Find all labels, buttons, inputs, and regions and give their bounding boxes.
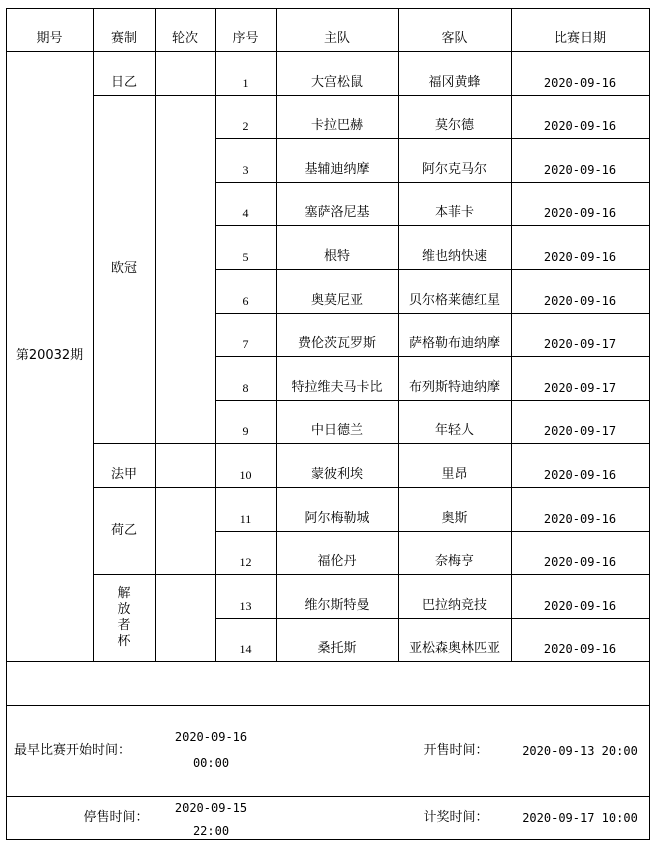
header-col-line (511, 8, 512, 51)
competition-name: 荷乙 (110, 522, 137, 538)
home-team: 塞萨洛尼基 (304, 205, 370, 221)
header-home: 主队 (323, 31, 350, 46)
draw-time-label: 计奖时间： (423, 809, 489, 825)
home-team: 维尔斯特曼 (304, 597, 370, 613)
header-col-line (93, 8, 94, 51)
competition-name: 法甲 (110, 466, 137, 482)
match-date: 2020-09-16 (543, 642, 617, 657)
home-team: 福伦丹 (317, 554, 357, 570)
match-date: 2020-09-16 (543, 598, 617, 613)
earliest-start-time: 00:00 (192, 756, 230, 770)
match-no: 14 (239, 642, 252, 657)
match-no: 4 (242, 206, 249, 221)
away-team: 巴拉纳竞技 (421, 597, 487, 613)
match-no: 12 (239, 555, 252, 570)
sale-stop-date: 2020-09-15 (174, 801, 248, 815)
sale-stop-time: 22:00 (192, 824, 230, 838)
header-col-line (276, 8, 277, 51)
match-date: 2020-09-17 (543, 380, 617, 395)
blank-row (6, 661, 649, 705)
home-team: 基辅迪纳摩 (304, 161, 370, 177)
home-team: 中日德兰 (310, 423, 363, 439)
earliest-start-date: 2020-09-16 (174, 730, 248, 744)
match-date: 2020-09-17 (543, 337, 617, 352)
match-date: 2020-09-16 (543, 119, 617, 134)
match-date: 2020-09-16 (543, 467, 617, 482)
round-cell (155, 51, 215, 95)
lottery-schedule-table (6, 8, 649, 839)
match-no: 3 (242, 162, 249, 177)
border-bottom (6, 839, 650, 840)
round-cell (155, 574, 215, 661)
match-no: 13 (239, 598, 252, 613)
away-team: 奈梅亨 (434, 554, 474, 570)
match-no: 2 (242, 119, 249, 134)
match-date: 2020-09-16 (543, 162, 617, 177)
header-date: 比赛日期 (553, 31, 606, 46)
home-team: 特拉维夫马卡比 (291, 379, 383, 395)
earliest-start-label: 最早比赛开始时间： (14, 742, 132, 758)
competition-name: 解放者杯 (117, 585, 131, 649)
issue-number: 第20032期 (15, 348, 84, 364)
match-date: 2020-09-16 (543, 293, 617, 308)
match-no: 11 (239, 511, 252, 526)
home-team: 奥莫尼亚 (310, 292, 363, 308)
away-team: 福冈黄蜂 (428, 74, 481, 90)
match-date: 2020-09-16 (543, 511, 617, 526)
header-no: 序号 (232, 31, 259, 46)
home-team: 费伦茨瓦罗斯 (297, 336, 376, 352)
match-no: 7 (242, 337, 249, 352)
match-no: 5 (242, 249, 249, 264)
home-team: 阿尔梅勒城 (304, 510, 370, 526)
round-cell (155, 95, 215, 444)
match-date: 2020-09-16 (543, 206, 617, 221)
competition-name: 欧冠 (110, 260, 137, 276)
round-cell (155, 443, 215, 487)
away-team: 布列斯特迪纳摩 (408, 379, 500, 395)
away-team: 莫尔德 (434, 118, 474, 134)
away-team: 本菲卡 (434, 205, 474, 221)
away-team: 亚松森奥林匹亚 (408, 641, 500, 657)
match-date: 2020-09-17 (543, 424, 617, 439)
away-team: 贝尔格莱德红星 (408, 292, 500, 308)
draw-time-value: 2020-09-17 10:00 (522, 810, 638, 825)
header-competition: 赛制 (110, 31, 137, 46)
header-col-line (398, 8, 399, 51)
home-team: 蒙彼利埃 (310, 466, 363, 482)
home-team: 大宫松鼠 (310, 74, 363, 90)
match-date: 2020-09-16 (543, 555, 617, 570)
competition-name: 日乙 (110, 74, 137, 90)
match-no: 9 (242, 424, 249, 439)
away-team: 年轻人 (434, 423, 474, 439)
away-team: 奥斯 (441, 510, 468, 526)
home-team: 桑托斯 (317, 641, 357, 657)
match-no: 8 (242, 380, 249, 395)
header-issue: 期号 (36, 31, 63, 46)
home-team: 卡拉巴赫 (310, 118, 363, 134)
header-col-line (155, 8, 156, 51)
sale-stop-label: 停售时间： (83, 809, 149, 825)
border-right (649, 8, 650, 840)
away-team: 里昂 (441, 466, 468, 482)
match-no: 6 (242, 293, 249, 308)
match-date: 2020-09-16 (543, 249, 617, 264)
away-team: 萨格勒布迪纳摩 (408, 336, 500, 352)
header-round: 轮次 (171, 31, 198, 46)
round-cell (155, 487, 215, 574)
header-away: 客队 (441, 31, 468, 46)
sale-start-value: 2020-09-13 20:00 (522, 743, 638, 758)
home-team: 根特 (323, 248, 350, 264)
match-no: 1 (242, 75, 249, 90)
sale-start-label: 开售时间： (423, 742, 489, 758)
away-team: 维也纳快速 (421, 248, 487, 264)
header-col-line (215, 8, 216, 51)
match-no: 10 (239, 467, 252, 482)
match-date: 2020-09-16 (543, 75, 617, 90)
away-team: 阿尔克马尔 (421, 161, 487, 177)
